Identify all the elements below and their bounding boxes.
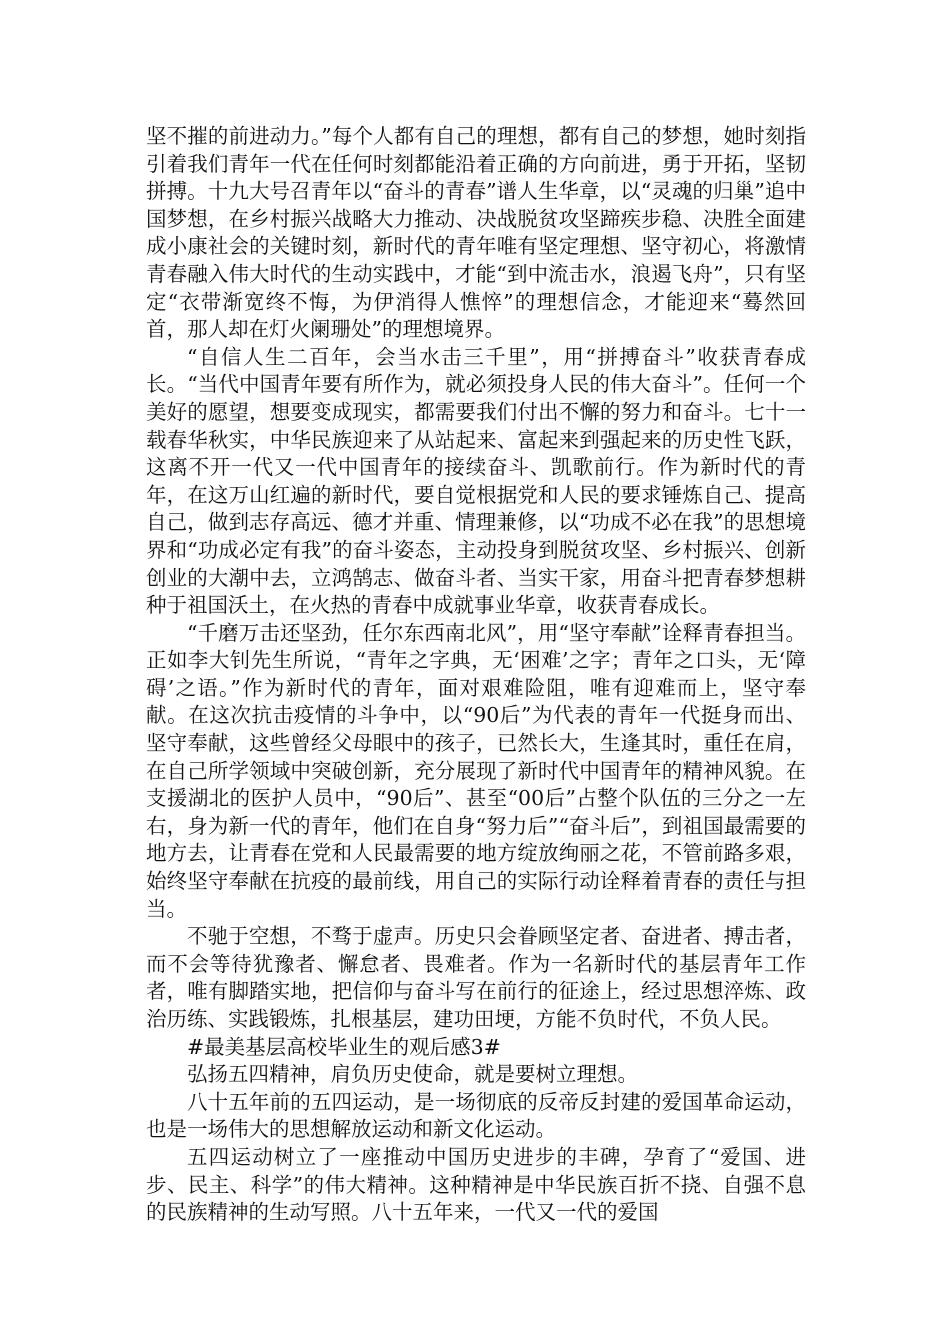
paragraph-2: “自信人生二百年，会当水击三千里”，用“拼搏奋斗”收获青春成长。“当代中国青年要有所作为，就必须投身人民的伟大奋斗”。任何一个美好的愿望，想要变成现实，都需要我们付出不懈的努力和奋斗。七十一载春华秋实，中华民族迎来了从站起来、富起来到强起来的历史性飞跃，这离不开一代又一代中国青年的接续奋斗、凯歌前行。作为新时代的青年，在这万山红遍的新时代，要自觉根据党和人民的要求锤炼自己、提高自己，做到志存高远、德才并重、情理兼修，以“功成不必在我”的思想境界和“功成必定有我”的奋斗姿态，主动投身到脱贫攻坚、乡村振兴、创新创业的大潮中去，立鸿鹄志、做奋斗者、当实干家，用奋斗把青春梦想耕种于祖国沃土，在火热的青春中成就事业华章，收获青春成长。 — [146, 344, 806, 618]
paragraph-1: 坚不摧的前进动力。”每个人都有自己的理想，都有自己的梦想，她时刻指引着我们青年一代在任何时刻都能沿着正确的方向前进，勇于开拓，坚韧拼搏。十九大号召青年以“奋斗的青春”谱人生华章，以“灵魂的归巢”追中国梦想，在乡村振兴战略大力推动、决战脱贫攻坚蹄疾步稳、决胜全面建成小康社会的关键时刻，新时代的青年唯有坚定理想、坚守初心，将激情青春融入伟大时代的生动实践中，才能“到中流击水，浪遏飞舟”，只有坚定“衣带渐宽终不悔，为伊消得人憔悴”的理想信念，才能迎来“蓦然回首，那人却在灯火阑珊处”的理想境界。 — [146, 124, 806, 342]
paragraph-6: 八十五年前的五四运动，是一场彻底的反帝反封建的爱国革命运动，也是一场伟大的思想解放运动和新文化运动。 — [146, 1089, 806, 1142]
document-body — [146, 123, 806, 1227]
paragraph-4: 不驰于空想，不骛于虚声。历史只会眷顾坚定者、奋进者、搏击者，而不会等待犹豫者、懈怠者、畏难者。作为一名新时代的基层青年工作者，唯有脚踏实地，把信仰与奋斗写在前行的征途上，经过思想淬炼、政治历练、实践锻炼，扎根基层，建功田埂，方能不负时代，不负人民。 — [146, 924, 806, 1031]
paragraph-3: “千磨万击还坚劲，任尔东西南北风”，用“坚守奉献”诠释青春担当。正如李大钊先生所说，“青年之字典，无‘困难’之字；青年之口头，无‘障碍’之语。”作为新时代的青年，面对艰难险阻，唯有迎难而上，坚守奉献。在这次抗击疫情的斗争中，以“90后”为代表的青年一代挺身而出、坚守奉献，这些曾经父母眼中的孩子，已然长大，生逢其时，重任在肩，在自己所学领域中突破创新，充分展现了新时代中国青年的精神风貌。在支援湖北的医护人员中，“90后”、甚至“00后”占整个队伍的三分之一左右，身为新一代的青年，他们在自身“努力后”“奋斗后”，到祖国最需要的地方去，让青春在党和人民最需要的地方绽放绚丽之花，不管前路多艰，始终坚守奉献在抗疫的最前线，用自己的实际行动诠释着青春的责任与担当。 — [146, 620, 806, 921]
paragraph-5: 弘扬五四精神，肩负历史使命，就是要树立理想。 — [187, 1062, 638, 1087]
paragraph-7: 五四运动树立了一座推动中国历史进步的丰碑，孕育了“爱国、进步、民主、科学”的伟大精神。这种精神是中华民族百折不挠、自强不息的民族精神的生动写照。八十五年来，一代又一代的爱国 — [146, 1144, 806, 1225]
section-heading: #最美基层高校毕业生的观后感3# — [187, 1034, 501, 1059]
